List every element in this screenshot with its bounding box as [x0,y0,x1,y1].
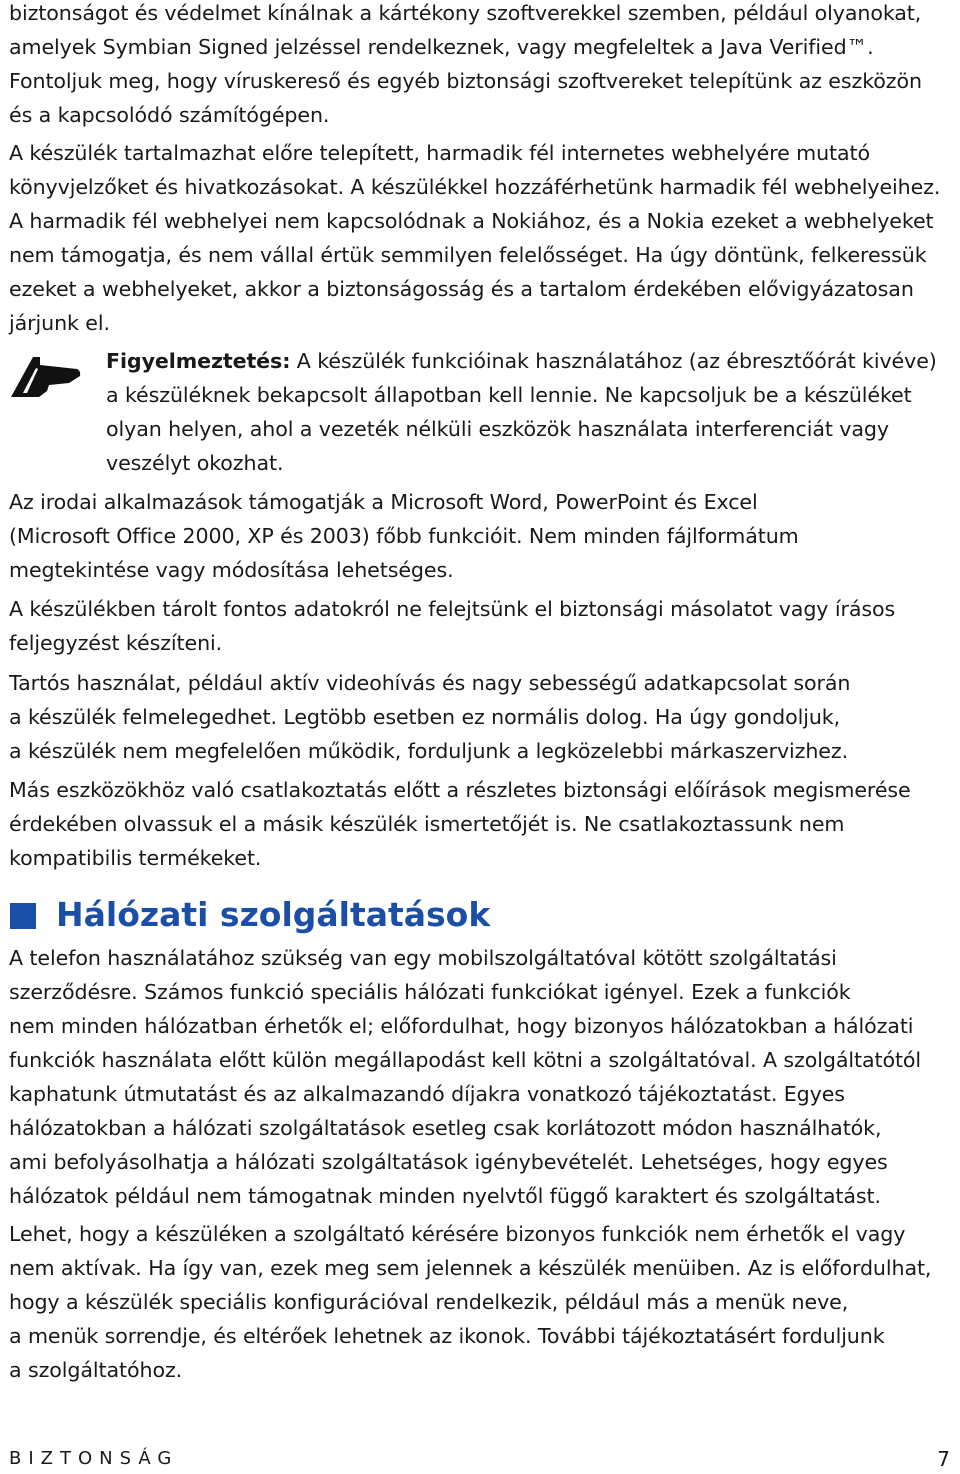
text-line: ami befolyásolhatja a hálózati szolgáltatások igénybevételét. Lehetséges, hogy egyes [9,1150,888,1174]
text-line: érdekében olvassuk el a másik készülék ismertetőjét is. Ne csatlakoztassunk nem [9,812,845,836]
text-line: a szolgáltatóhoz. [9,1358,183,1382]
warning-line: a készüléknek bekapcsolt állapotban kell lennie. Ne kapcsoljuk be a készüléket [106,383,912,407]
warning-line [106,344,937,378]
text-line: Tartós használat, például aktív videohívás és nagy sebességű adatkapcsolat során [9,671,851,695]
text-line: könyvjelzőket és hivatkozásokat. A készülékkel hozzáférhetünk harmadik fél webhelyeihez. [9,175,941,199]
text-line: A harmadik fél webhelyei nem kapcsolódnak a Nokiához, és a Nokia ezeket a webhelyeket [9,209,934,233]
text-line: A készülék tartalmazhat előre telepített, harmadik fél internetes webhelyére mutató [9,141,871,165]
text-line: Lehet, hogy a készüléken a szolgáltató kérésére bizonyos funkciók nem érhetők el vagy [9,1222,906,1246]
footer-chapter-title: BIZTONSÁG [9,1448,179,1469]
text-line: kaphatunk útmutatást és az alkalmazandó díjakra vonatkozó tájékoztatást. Egyes [9,1082,845,1106]
text-line: és a kapcsolódó számítógépen. [9,103,330,127]
text-line: nem aktívak. Ha így van, ezek meg sem jelennek a készülék menüiben. Az is előfordulhat, [9,1256,932,1280]
text-line: a menük sorrendje, és eltérőek lehetnek az ikonok. További tájékoztatásért forduljunk [9,1324,885,1348]
warning-text: A készülék funkcióinak használatához (az ébresztőórát kivéve) [290,349,937,373]
text-line: hálózatokban a hálózati szolgáltatások esetleg csak korlátozott módon használhatók, [9,1116,882,1140]
text-line: járjunk el. [9,311,110,335]
section-title: Hálózati szolgáltatások [56,895,491,934]
text-line: szerződésre. Számos funkció speciális hálózati funkciókat igényel. Ezek a funkciók [9,980,851,1004]
warning-line: olyan helyen, ahol a vezeték nélküli eszközök használata interferenciát vagy [106,417,889,441]
warning-line: veszélyt okozhat. [106,451,284,475]
page-number: 7 [937,1447,950,1471]
text-line: amelyek Symbian Signed jelzéssel rendelkeznek, vagy megfeleltek a Java Verified™. [9,35,874,59]
text-line: a készülék felmelegedhet. Legtöbb esetben ez normális dolog. Ha úgy gondoljuk, [9,705,841,729]
warning-title: Figyelmeztetés: [106,349,291,373]
text-line: hálózatok például nem támogatnak minden nyelvtől függő karaktert és szolgáltatást. [9,1184,881,1208]
text-line: A telefon használatához szükség van egy mobilszolgáltatóval kötött szolgáltatási [9,946,837,970]
warning-hand-icon [9,353,81,399]
text-line: kompatibilis termékeket. [9,846,262,870]
text-line: megtekintése vagy módosítása lehetséges. [9,558,454,582]
text-line: Az irodai alkalmazások támogatják a Microsoft Word, PowerPoint és Excel [9,490,758,514]
text-line: Fontoljuk meg, hogy víruskereső és egyéb biztonsági szoftvereket telepítünk az eszközön [9,69,922,93]
text-line: hogy a készülék speciális konfigurációval rendelkezik, például más a menük neve, [9,1290,849,1314]
text-line: (Microsoft Office 2000, XP és 2003) főbb funkcióit. Nem minden fájlformátum [9,524,799,548]
text-line: ezeket a webhelyeket, akkor a biztonságosság és a tartalom érdekében elővigyázatosan [9,277,914,301]
text-line: A készülékben tárolt fontos adatokról ne felejtsünk el biztonsági másolatot vagy írásos [9,597,896,621]
text-line: feljegyzést készíteni. [9,631,223,655]
text-line: nem minden hálózatban érhetők el; előfordulhat, hogy bizonyos hálózatokban a hálózati [9,1014,914,1038]
text-line: Más eszközökhöz való csatlakoztatás előtt a részletes biztonsági előírások megismerése [9,778,911,802]
text-line: biztonságot és védelmet kínálnak a kártékony szoftverekkel szemben, például olyanokat, [9,1,922,25]
text-line: nem támogatja, és nem vállal értük semmilyen felelősséget. Ha úgy döntünk, felkeressük [9,243,927,267]
section-marker [10,903,36,929]
text-line: funkciók használata előtt külön megállapodást kell kötni a szolgáltatóval. A szolgáltatótól [9,1048,922,1072]
text-line: a készülék nem megfelelően működik, forduljunk a legközelebbi márkaszervizhez. [9,739,849,763]
